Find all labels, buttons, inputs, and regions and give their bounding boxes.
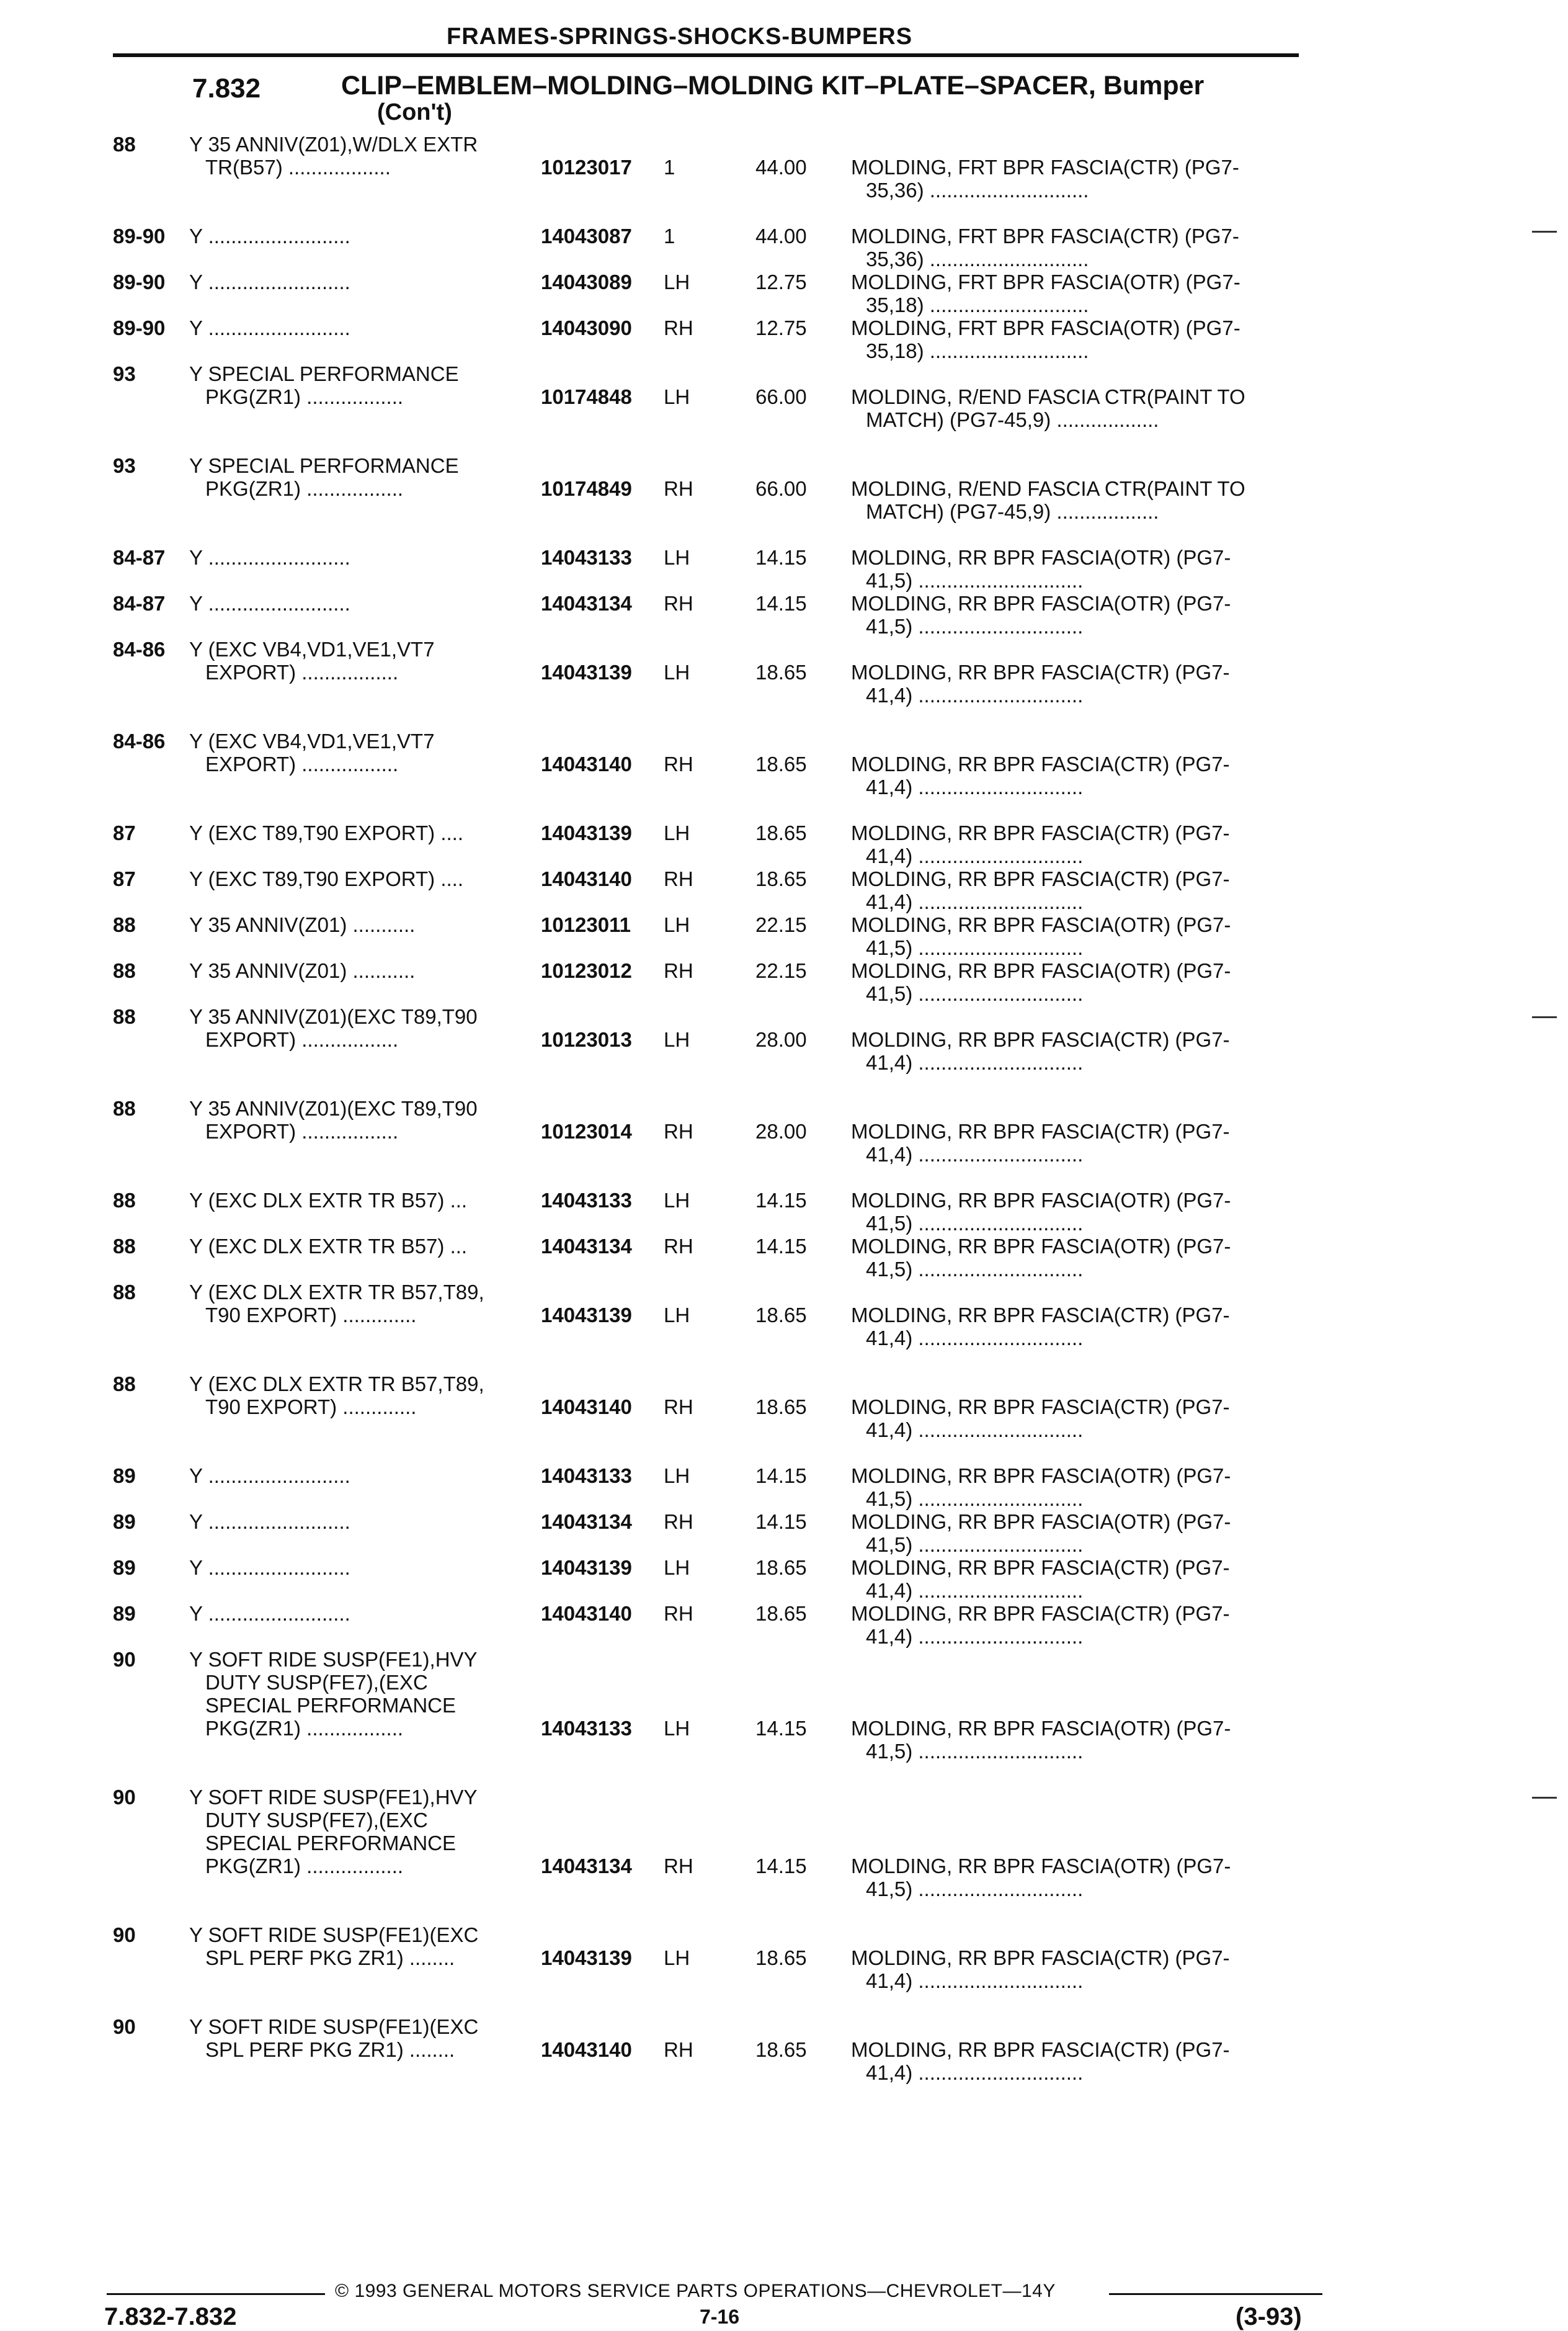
description-line-1: MOLDING, RR BPR FASCIA(OTR) (PG7- xyxy=(851,1235,1231,1258)
usage-line-1: Y (EXC DLX EXTR TR B57,T89, xyxy=(189,1281,484,1304)
model-year: 93 xyxy=(113,454,136,477)
part-number: 10123011 xyxy=(541,913,631,936)
description-line-2: 41,5) ............................. xyxy=(866,936,1084,959)
description-line-1: MOLDING, RR BPR FASCIA(CTR) (PG7- xyxy=(851,1304,1230,1327)
description-line-2: MATCH) (PG7-45,9) .................. xyxy=(866,408,1159,431)
side-qty: RH xyxy=(664,592,693,615)
page-header-title: FRAMES-SPRINGS-SHOCKS-BUMPERS xyxy=(447,24,913,50)
part-number: 14043134 xyxy=(541,1510,632,1533)
description-line-2: 41,4) ............................. xyxy=(866,890,1084,913)
description-line-2: 41,4) ............................. xyxy=(866,776,1084,799)
description-line-1: MOLDING, RR BPR FASCIA(CTR) (PG7- xyxy=(851,1395,1230,1418)
usage-line-1: Y 35 ANNIV(Z01)(EXC T89,T90 xyxy=(189,1005,478,1028)
side-qty: LH xyxy=(664,1189,690,1212)
price: 14.15 xyxy=(755,592,807,615)
header-rule xyxy=(113,53,1299,57)
price: 44.00 xyxy=(755,225,807,248)
model-year: 88 xyxy=(113,1281,136,1304)
price: 66.00 xyxy=(755,477,807,500)
side-qty: LH xyxy=(664,913,690,936)
side-qty: RH xyxy=(664,477,693,500)
side-qty: 1 xyxy=(664,156,675,179)
side-qty: LH xyxy=(664,1464,690,1487)
model-year: 89 xyxy=(113,1464,136,1487)
description-line-1: MOLDING, RR BPR FASCIA(OTR) (PG7- xyxy=(851,1510,1231,1533)
part-number: 14043139 xyxy=(541,661,632,684)
model-year: 88 xyxy=(113,1097,136,1120)
table-row xyxy=(0,1005,1568,1074)
price: 28.00 xyxy=(755,1028,807,1051)
description-line-2: 35,18) ............................ xyxy=(866,339,1089,362)
side-qty: RH xyxy=(664,753,693,776)
usage-line-2: PKG(ZR1) ................. xyxy=(205,1855,404,1877)
model-year: 90 xyxy=(113,1923,136,1946)
usage-line-mid: SPECIAL PERFORMANCE xyxy=(205,1694,457,1717)
part-number: 10174848 xyxy=(541,385,632,408)
side-qty: LH xyxy=(664,1946,690,1969)
price: 18.65 xyxy=(755,753,807,776)
description-line-2: 41,5) ............................. xyxy=(866,1258,1084,1281)
margin-mark xyxy=(1532,1016,1557,1018)
side-qty: RH xyxy=(664,2038,693,2061)
table-row xyxy=(0,1464,1568,1510)
part-number: 14043140 xyxy=(541,753,632,776)
description-line-2: 41,5) ............................. xyxy=(866,615,1084,638)
model-year: 89-90 xyxy=(113,225,166,248)
usage-line-1: Y ......................... xyxy=(189,1510,350,1533)
price: 14.15 xyxy=(755,1717,807,1740)
usage-line-1: Y (EXC T89,T90 EXPORT) .... xyxy=(189,821,463,844)
side-qty: RH xyxy=(664,1602,693,1625)
side-qty: LH xyxy=(664,385,690,408)
description-line-2: 41,4) ............................. xyxy=(866,1625,1084,1648)
description-line-2: 41,4) ............................. xyxy=(866,844,1084,867)
footer-section-range: 7.832-7.832 xyxy=(104,2303,237,2330)
model-year: 84-87 xyxy=(113,592,166,615)
table-row xyxy=(0,546,1568,592)
table-row xyxy=(0,592,1568,638)
table-row xyxy=(0,821,1568,867)
usage-line-1: Y 35 ANNIV(Z01) ........... xyxy=(189,959,416,982)
section-continued: (Con't) xyxy=(377,99,452,125)
side-qty: LH xyxy=(664,546,690,569)
table-row xyxy=(0,454,1568,523)
side-qty: RH xyxy=(664,1855,693,1877)
part-number: 14043090 xyxy=(541,316,632,339)
table-row xyxy=(0,730,1568,799)
usage-line-2: PKG(ZR1) ................. xyxy=(205,1717,404,1740)
usage-line-1: Y 35 ANNIV(Z01) ........... xyxy=(189,913,416,936)
margin-mark xyxy=(1532,1797,1557,1799)
part-number: 14043140 xyxy=(541,1602,632,1625)
side-qty: LH xyxy=(664,661,690,684)
price: 14.15 xyxy=(755,546,807,569)
side-qty: 1 xyxy=(664,225,675,248)
usage-line-2: T90 EXPORT) ............. xyxy=(205,1395,417,1418)
footer-date: (3-93) xyxy=(1236,2303,1302,2330)
description-line-2: 35,36) ............................ xyxy=(866,248,1089,271)
usage-line-mid: SPECIAL PERFORMANCE xyxy=(205,1832,457,1855)
description-line-1: MOLDING, FRT BPR FASCIA(CTR) (PG7- xyxy=(851,156,1239,179)
usage-line-1: Y (EXC VB4,VD1,VE1,VT7 xyxy=(189,638,435,661)
model-year: 88 xyxy=(113,1005,136,1028)
model-year: 84-86 xyxy=(113,638,166,661)
model-year: 89-90 xyxy=(113,316,166,339)
part-number: 14043139 xyxy=(541,1304,632,1327)
description-line-1: MOLDING, RR BPR FASCIA(CTR) (PG7- xyxy=(851,2038,1230,2061)
usage-line-1: Y 35 ANNIV(Z01),W/DLX EXTR xyxy=(189,133,478,156)
part-number: 10174849 xyxy=(541,477,632,500)
part-number: 14043139 xyxy=(541,821,632,844)
usage-line-1: Y SOFT RIDE SUSP(FE1),HVY xyxy=(189,1786,478,1809)
description-line-2: 41,4) ............................. xyxy=(866,1418,1084,1441)
usage-line-1: Y (EXC T89,T90 EXPORT) .... xyxy=(189,867,463,890)
part-number: 14043133 xyxy=(541,1717,632,1740)
description-line-1: MOLDING, RR BPR FASCIA(CTR) (PG7- xyxy=(851,1028,1230,1051)
price: 18.65 xyxy=(755,1395,807,1418)
description-line-1: MOLDING, RR BPR FASCIA(CTR) (PG7- xyxy=(851,867,1230,890)
description-line-1: MOLDING, FRT BPR FASCIA(OTR) (PG7- xyxy=(851,316,1241,339)
price: 18.65 xyxy=(755,2038,807,2061)
price: 22.15 xyxy=(755,913,807,936)
description-line-1: MOLDING, R/END FASCIA CTR(PAINT TO xyxy=(851,477,1245,500)
description-line-2: 41,5) ............................. xyxy=(866,1533,1084,1556)
usage-line-1: Y ......................... xyxy=(189,225,350,248)
description-line-1: MOLDING, RR BPR FASCIA(OTR) (PG7- xyxy=(851,1464,1231,1487)
price: 14.15 xyxy=(755,1464,807,1487)
table-row xyxy=(0,1189,1568,1235)
description-line-1: MOLDING, RR BPR FASCIA(OTR) (PG7- xyxy=(851,959,1231,982)
side-qty: RH xyxy=(664,959,693,982)
usage-line-2: SPL PERF PKG ZR1) ........ xyxy=(205,1946,455,1969)
description-line-2: 41,5) ............................. xyxy=(866,1487,1084,1510)
description-line-2: 41,4) ............................. xyxy=(866,1327,1084,1349)
table-row xyxy=(0,362,1568,431)
table-row xyxy=(0,2015,1568,2084)
model-year: 90 xyxy=(113,1648,136,1671)
table-row xyxy=(0,1097,1568,1166)
price: 14.15 xyxy=(755,1189,807,1212)
side-qty: RH xyxy=(664,316,693,339)
margin-mark xyxy=(1532,231,1557,233)
description-line-1: MOLDING, RR BPR FASCIA(OTR) (PG7- xyxy=(851,1855,1231,1877)
description-line-2: 41,5) ............................. xyxy=(866,982,1084,1005)
model-year: 90 xyxy=(113,2015,136,2038)
price: 18.65 xyxy=(755,1602,807,1625)
usage-line-2: EXPORT) ................. xyxy=(205,1120,399,1143)
side-qty: RH xyxy=(664,1395,693,1418)
description-line-2: 41,4) ............................. xyxy=(866,684,1084,707)
table-row xyxy=(0,271,1568,316)
part-number: 14043140 xyxy=(541,2038,632,2061)
usage-line-2: EXPORT) ................. xyxy=(205,1028,399,1051)
description-line-1: MOLDING, FRT BPR FASCIA(CTR) (PG7- xyxy=(851,225,1239,248)
price: 12.75 xyxy=(755,271,807,293)
usage-line-1: Y SPECIAL PERFORMANCE xyxy=(189,454,459,477)
price: 18.65 xyxy=(755,821,807,844)
usage-line-1: Y 35 ANNIV(Z01)(EXC T89,T90 xyxy=(189,1097,478,1120)
description-line-1: MOLDING, RR BPR FASCIA(CTR) (PG7- xyxy=(851,1556,1230,1579)
description-line-2: 41,4) ............................. xyxy=(866,1051,1084,1074)
description-line-1: MOLDING, RR BPR FASCIA(CTR) (PG7- xyxy=(851,1120,1230,1143)
table-row xyxy=(0,638,1568,707)
usage-line-1: Y (EXC DLX EXTR TR B57) ... xyxy=(189,1189,468,1212)
price: 22.15 xyxy=(755,959,807,982)
footer-rule-left xyxy=(107,2293,325,2295)
model-year: 89-90 xyxy=(113,271,166,293)
table-row xyxy=(0,913,1568,959)
model-year: 89 xyxy=(113,1602,136,1625)
section-number: 7.832 xyxy=(192,73,261,104)
usage-line-2: EXPORT) ................. xyxy=(205,661,399,684)
price: 12.75 xyxy=(755,316,807,339)
usage-line-1: Y ......................... xyxy=(189,1556,350,1579)
usage-line-1: Y (EXC DLX EXTR TR B57) ... xyxy=(189,1235,468,1258)
description-line-2: 41,4) ............................. xyxy=(866,2061,1084,2084)
part-number: 14043134 xyxy=(541,592,632,615)
usage-line-2: T90 EXPORT) ............. xyxy=(205,1304,417,1327)
table-row xyxy=(0,867,1568,913)
side-qty: LH xyxy=(664,1717,690,1740)
model-year: 88 xyxy=(113,959,136,982)
table-row xyxy=(0,959,1568,1005)
table-row xyxy=(0,316,1568,362)
table-row xyxy=(0,1923,1568,1992)
table-row xyxy=(0,1235,1568,1281)
table-row xyxy=(0,1648,1568,1763)
model-year: 89 xyxy=(113,1510,136,1533)
part-number: 14043089 xyxy=(541,271,632,293)
description-line-1: MOLDING, RR BPR FASCIA(OTR) (PG7- xyxy=(851,913,1231,936)
usage-line-mid: DUTY SUSP(FE7),(EXC xyxy=(205,1671,428,1694)
table-row xyxy=(0,133,1568,202)
usage-line-2: TR(B57) .................. xyxy=(205,156,391,179)
model-year: 88 xyxy=(113,1372,136,1395)
model-year: 88 xyxy=(113,133,136,156)
side-qty: LH xyxy=(664,1304,690,1327)
price: 14.15 xyxy=(755,1235,807,1258)
description-line-2: 41,4) ............................. xyxy=(866,1143,1084,1166)
model-year: 88 xyxy=(113,913,136,936)
table-row xyxy=(0,1556,1568,1602)
usage-line-1: Y SPECIAL PERFORMANCE xyxy=(189,362,459,385)
usage-line-1: Y SOFT RIDE SUSP(FE1)(EXC xyxy=(189,1923,479,1946)
part-number: 10123014 xyxy=(541,1120,632,1143)
price: 18.65 xyxy=(755,1304,807,1327)
description-line-2: 41,5) ............................. xyxy=(866,569,1084,592)
model-year: 84-86 xyxy=(113,730,166,753)
table-row xyxy=(0,1786,1568,1900)
part-number: 10123013 xyxy=(541,1028,632,1051)
side-qty: LH xyxy=(664,821,690,844)
part-number: 14043139 xyxy=(541,1556,632,1579)
side-qty: RH xyxy=(664,867,693,890)
usage-line-2: PKG(ZR1) ................. xyxy=(205,477,404,500)
usage-line-1: Y ......................... xyxy=(189,1464,350,1487)
side-qty: LH xyxy=(664,1556,690,1579)
part-number: 14043134 xyxy=(541,1855,632,1877)
model-year: 93 xyxy=(113,362,136,385)
price: 66.00 xyxy=(755,385,807,408)
model-year: 88 xyxy=(113,1235,136,1258)
model-year: 87 xyxy=(113,821,136,844)
price: 18.65 xyxy=(755,1556,807,1579)
side-qty: RH xyxy=(664,1120,693,1143)
price: 44.00 xyxy=(755,156,807,179)
part-number: 14043087 xyxy=(541,225,632,248)
usage-line-1: Y SOFT RIDE SUSP(FE1)(EXC xyxy=(189,2015,479,2038)
description-line-2: 35,36) ............................ xyxy=(866,179,1089,202)
description-line-2: MATCH) (PG7-45,9) .................. xyxy=(866,500,1159,523)
side-qty: RH xyxy=(664,1235,693,1258)
price: 28.00 xyxy=(755,1120,807,1143)
description-line-2: 41,4) ............................. xyxy=(866,1969,1084,1992)
part-number: 10123017 xyxy=(541,156,632,179)
description-line-2: 35,18) ............................ xyxy=(866,293,1089,316)
usage-line-1: Y ......................... xyxy=(189,316,350,339)
usage-line-2: SPL PERF PKG ZR1) ........ xyxy=(205,2038,455,2061)
description-line-1: MOLDING, R/END FASCIA CTR(PAINT TO xyxy=(851,385,1245,408)
table-row xyxy=(0,1510,1568,1556)
usage-line-2: EXPORT) ................. xyxy=(205,753,399,776)
usage-line-2: PKG(ZR1) ................. xyxy=(205,385,404,408)
part-number: 14043133 xyxy=(541,1189,632,1212)
price: 18.65 xyxy=(755,1946,807,1969)
price: 18.65 xyxy=(755,867,807,890)
description-line-1: MOLDING, RR BPR FASCIA(CTR) (PG7- xyxy=(851,1602,1230,1625)
model-year: 87 xyxy=(113,867,136,890)
description-line-2: 41,4) ............................. xyxy=(866,1579,1084,1602)
part-number: 14043134 xyxy=(541,1235,632,1258)
footer-rule-right xyxy=(1109,2293,1322,2295)
description-line-1: MOLDING, FRT BPR FASCIA(OTR) (PG7- xyxy=(851,271,1241,293)
section-title: CLIP–EMBLEM–MOLDING–MOLDING KIT–PLATE–SPACER, Bumper xyxy=(341,71,1205,101)
footer-copyright: © 1993 GENERAL MOTORS SERVICE PARTS OPERATIONS—CHEVROLET—14Y xyxy=(335,2281,1056,2301)
description-line-1: MOLDING, RR BPR FASCIA(CTR) (PG7- xyxy=(851,1946,1230,1969)
description-line-1: MOLDING, RR BPR FASCIA(CTR) (PG7- xyxy=(851,753,1230,776)
side-qty: LH xyxy=(664,271,690,293)
model-year: 90 xyxy=(113,1786,136,1809)
part-number: 14043133 xyxy=(541,1464,632,1487)
usage-line-1: Y ......................... xyxy=(189,1602,350,1625)
model-year: 88 xyxy=(113,1189,136,1212)
footer-page-number: 7-16 xyxy=(700,2306,740,2328)
usage-line-1: Y ......................... xyxy=(189,271,350,293)
description-line-1: MOLDING, RR BPR FASCIA(OTR) (PG7- xyxy=(851,1717,1231,1740)
price: 14.15 xyxy=(755,1855,807,1877)
usage-line-mid: DUTY SUSP(FE7),(EXC xyxy=(205,1809,428,1832)
side-qty: RH xyxy=(664,1510,693,1533)
part-number: 14043140 xyxy=(541,867,632,890)
usage-line-1: Y (EXC VB4,VD1,VE1,VT7 xyxy=(189,730,435,753)
part-number: 10123012 xyxy=(541,959,632,982)
description-line-1: MOLDING, RR BPR FASCIA(CTR) (PG7- xyxy=(851,821,1230,844)
table-row xyxy=(0,1281,1568,1349)
table-row xyxy=(0,225,1568,271)
table-row xyxy=(0,1602,1568,1648)
description-line-1: MOLDING, RR BPR FASCIA(OTR) (PG7- xyxy=(851,546,1231,569)
part-number: 14043139 xyxy=(541,1946,632,1969)
price: 14.15 xyxy=(755,1510,807,1533)
part-number: 14043140 xyxy=(541,1395,632,1418)
model-year: 89 xyxy=(113,1556,136,1579)
description-line-1: MOLDING, RR BPR FASCIA(OTR) (PG7- xyxy=(851,592,1231,615)
usage-line-1: Y SOFT RIDE SUSP(FE1),HVY xyxy=(189,1648,478,1671)
usage-line-1: Y (EXC DLX EXTR TR B57,T89, xyxy=(189,1372,484,1395)
table-row xyxy=(0,1372,1568,1441)
usage-line-1: Y ......................... xyxy=(189,546,350,569)
description-line-2: 41,5) ............................. xyxy=(866,1740,1084,1763)
description-line-2: 41,5) ............................. xyxy=(866,1212,1084,1235)
description-line-1: MOLDING, RR BPR FASCIA(CTR) (PG7- xyxy=(851,661,1230,684)
usage-line-1: Y ......................... xyxy=(189,592,350,615)
description-line-1: MOLDING, RR BPR FASCIA(OTR) (PG7- xyxy=(851,1189,1231,1212)
part-number: 14043133 xyxy=(541,546,632,569)
description-line-2: 41,5) ............................. xyxy=(866,1877,1084,1900)
model-year: 84-87 xyxy=(113,546,166,569)
side-qty: LH xyxy=(664,1028,690,1051)
price: 18.65 xyxy=(755,661,807,684)
